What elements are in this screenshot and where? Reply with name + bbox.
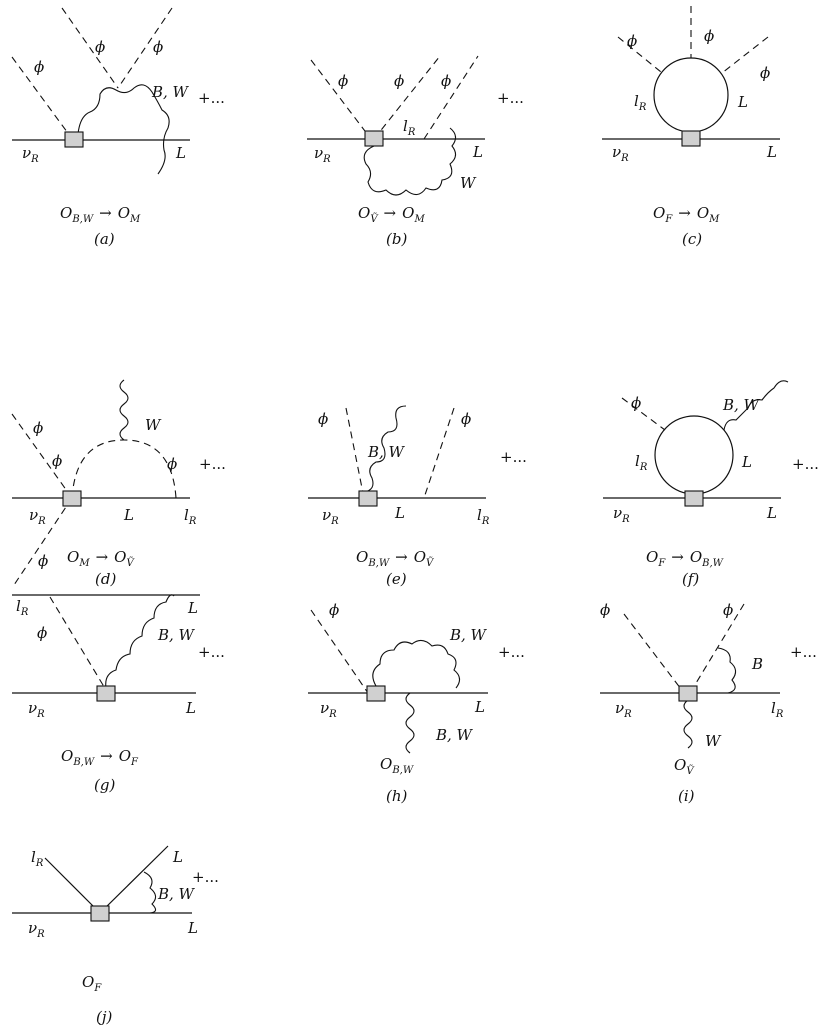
tag-d: (d) bbox=[95, 570, 117, 588]
plus-dots: +... bbox=[497, 89, 524, 107]
w-label: W bbox=[145, 416, 161, 434]
nu-r-label: $\nu_R$ bbox=[28, 699, 45, 720]
diagram-i bbox=[600, 601, 817, 805]
gauge-boson-line bbox=[684, 700, 692, 748]
caption-b: $O_Ṽ \to O_M$ bbox=[358, 204, 425, 225]
phi-label: ϕ bbox=[38, 552, 49, 570]
nu-r-label: $\nu_R$ bbox=[322, 506, 339, 527]
scalar-line bbox=[346, 408, 364, 498]
scalar-line bbox=[118, 8, 172, 88]
phi-label: ϕ bbox=[760, 64, 771, 82]
nu-r-label: $\nu_R$ bbox=[28, 919, 45, 940]
gauge-label: B, W bbox=[368, 443, 404, 461]
tag-f: (f) bbox=[682, 570, 700, 588]
diagram-b bbox=[307, 56, 524, 248]
scalar-line bbox=[690, 604, 744, 693]
lepton-label: L bbox=[473, 143, 483, 161]
scalar-line bbox=[618, 37, 661, 72]
plus-dots: +... bbox=[198, 643, 225, 661]
phi-label: ϕ bbox=[461, 410, 472, 428]
lepton-label: L bbox=[188, 919, 198, 937]
scalar-line bbox=[62, 8, 118, 88]
tag-g: (g) bbox=[94, 776, 116, 794]
phi-label: ϕ bbox=[723, 601, 734, 619]
phi-label: ϕ bbox=[52, 452, 63, 470]
l-r-label: $l_R$ bbox=[403, 117, 416, 138]
phi-label: ϕ bbox=[627, 32, 638, 50]
nu-r-label: $\nu_R$ bbox=[29, 506, 46, 527]
plus-dots: +... bbox=[198, 89, 225, 107]
nu-r-label: $\nu_R$ bbox=[320, 699, 337, 720]
caption-a: $O_{B,W} \to O_M$ bbox=[60, 204, 141, 225]
phi-label: ϕ bbox=[704, 27, 715, 45]
diagram-f bbox=[603, 381, 819, 588]
lepton-label: L bbox=[188, 599, 198, 617]
diagram-g bbox=[12, 595, 225, 794]
scalar-line bbox=[424, 56, 478, 139]
gauge-boson-line bbox=[718, 648, 736, 693]
effective-vertex bbox=[359, 491, 377, 506]
scalar-line bbox=[424, 408, 454, 498]
gauge-label: B, W bbox=[723, 396, 759, 414]
gauge-boson-line bbox=[406, 693, 414, 753]
nu-r-label: $\nu_R$ bbox=[612, 143, 629, 164]
gauge-label: B, W bbox=[158, 885, 194, 903]
nu-r-label: $\nu_R$ bbox=[22, 144, 39, 165]
phi-label: ϕ bbox=[338, 72, 349, 90]
l-r-label: $l_R$ bbox=[184, 506, 197, 527]
fermion-line bbox=[45, 858, 100, 913]
phi-label: ϕ bbox=[153, 38, 164, 56]
caption-f: $O_F \to O_{B,W}$ bbox=[646, 548, 723, 569]
lepton-label: L bbox=[475, 698, 485, 716]
caption-i: $O_Ṽ$ bbox=[674, 756, 694, 777]
fermion-loop bbox=[655, 416, 733, 494]
caption-h: $O_{B,W}$ bbox=[380, 755, 414, 776]
phi-label: ϕ bbox=[600, 601, 611, 619]
caption-j: $O_F$ bbox=[82, 973, 102, 994]
phi-label: ϕ bbox=[37, 624, 48, 642]
tag-c: (c) bbox=[682, 230, 703, 248]
phi-label: ϕ bbox=[394, 72, 405, 90]
plus-dots: +... bbox=[500, 448, 527, 466]
plus-dots: +... bbox=[199, 455, 226, 473]
tag-e: (e) bbox=[386, 570, 407, 588]
lepton-label: L bbox=[767, 504, 777, 522]
lepton-label: L bbox=[186, 699, 196, 717]
plus-dots: +... bbox=[498, 643, 525, 661]
scalar-line bbox=[624, 614, 684, 693]
diagram-e bbox=[308, 406, 527, 588]
plus-dots: +... bbox=[792, 455, 819, 473]
scalar-line bbox=[311, 610, 368, 693]
lepton-label: L bbox=[738, 93, 748, 111]
scalar-line bbox=[14, 498, 72, 585]
lepton-label: L bbox=[767, 143, 777, 161]
effective-vertex bbox=[682, 131, 700, 146]
scalar-line bbox=[50, 597, 106, 690]
effective-vertex bbox=[685, 491, 703, 506]
scalar-line bbox=[622, 398, 665, 430]
l-r-label: $l_R$ bbox=[634, 92, 647, 113]
plus-dots: +... bbox=[192, 868, 219, 886]
lepton-label: L bbox=[742, 453, 752, 471]
tag-j: (j) bbox=[96, 1008, 113, 1026]
tag-i: (i) bbox=[678, 787, 695, 805]
phi-label: ϕ bbox=[318, 410, 329, 428]
l-r-label: $l_R$ bbox=[31, 848, 44, 869]
nu-r-label: $\nu_R$ bbox=[314, 144, 331, 165]
phi-label: ϕ bbox=[329, 601, 340, 619]
lepton-label: L bbox=[176, 144, 186, 162]
gauge-boson-line bbox=[144, 872, 156, 913]
nu-r-label: $\nu_R$ bbox=[615, 699, 632, 720]
fermion-loop bbox=[654, 58, 728, 132]
l-r-label: $l_R$ bbox=[771, 699, 784, 720]
gauge-label: B, W bbox=[152, 83, 188, 101]
caption-g: $O_{B,W} \to O_F$ bbox=[61, 747, 138, 768]
phi-label: ϕ bbox=[441, 72, 452, 90]
diagram-d bbox=[12, 380, 226, 588]
effective-vertex bbox=[91, 906, 109, 921]
tag-b: (b) bbox=[386, 230, 408, 248]
lepton-label: L bbox=[173, 848, 183, 866]
scalar-arc bbox=[72, 440, 176, 498]
phi-label: ϕ bbox=[33, 419, 44, 437]
effective-vertex bbox=[65, 132, 83, 147]
l-r-label: $l_R$ bbox=[477, 506, 490, 527]
effective-vertex bbox=[679, 686, 697, 701]
phi-label: ϕ bbox=[167, 455, 178, 473]
diagram-c bbox=[602, 6, 780, 248]
tag-a: (a) bbox=[94, 230, 115, 248]
w-label: W bbox=[460, 174, 476, 192]
gauge-label: B, W bbox=[436, 726, 472, 744]
plus-dots: +... bbox=[790, 643, 817, 661]
tag-h: (h) bbox=[386, 787, 408, 805]
caption-d: $O_M \to O_Ṽ$ bbox=[67, 548, 134, 569]
gauge-label: B, W bbox=[158, 626, 194, 644]
diagram-j bbox=[12, 846, 219, 1026]
gauge-boson-line bbox=[120, 380, 128, 440]
diagram-h bbox=[308, 601, 525, 805]
effective-vertex bbox=[367, 686, 385, 701]
effective-vertex bbox=[97, 686, 115, 701]
effective-vertex bbox=[365, 131, 383, 146]
phi-label: ϕ bbox=[95, 38, 106, 56]
diagram-a bbox=[12, 8, 225, 248]
phi-label: ϕ bbox=[34, 58, 45, 76]
gauge-label: B, W bbox=[450, 626, 486, 644]
w-label: W bbox=[705, 732, 721, 750]
caption-e: $O_{B,W} \to O_Ṽ$ bbox=[356, 548, 434, 569]
lepton-label: L bbox=[395, 504, 405, 522]
lepton-label: L bbox=[124, 506, 134, 524]
l-r-label: $l_R$ bbox=[635, 452, 648, 473]
gauge-boson-line bbox=[373, 640, 460, 688]
caption-c: $O_F \to O_M$ bbox=[653, 204, 720, 225]
b-label: B bbox=[752, 655, 764, 673]
nu-r-label: $\nu_R$ bbox=[613, 504, 630, 525]
l-r-label: $l_R$ bbox=[16, 597, 29, 618]
phi-label: ϕ bbox=[631, 394, 642, 412]
effective-vertex bbox=[63, 491, 81, 506]
